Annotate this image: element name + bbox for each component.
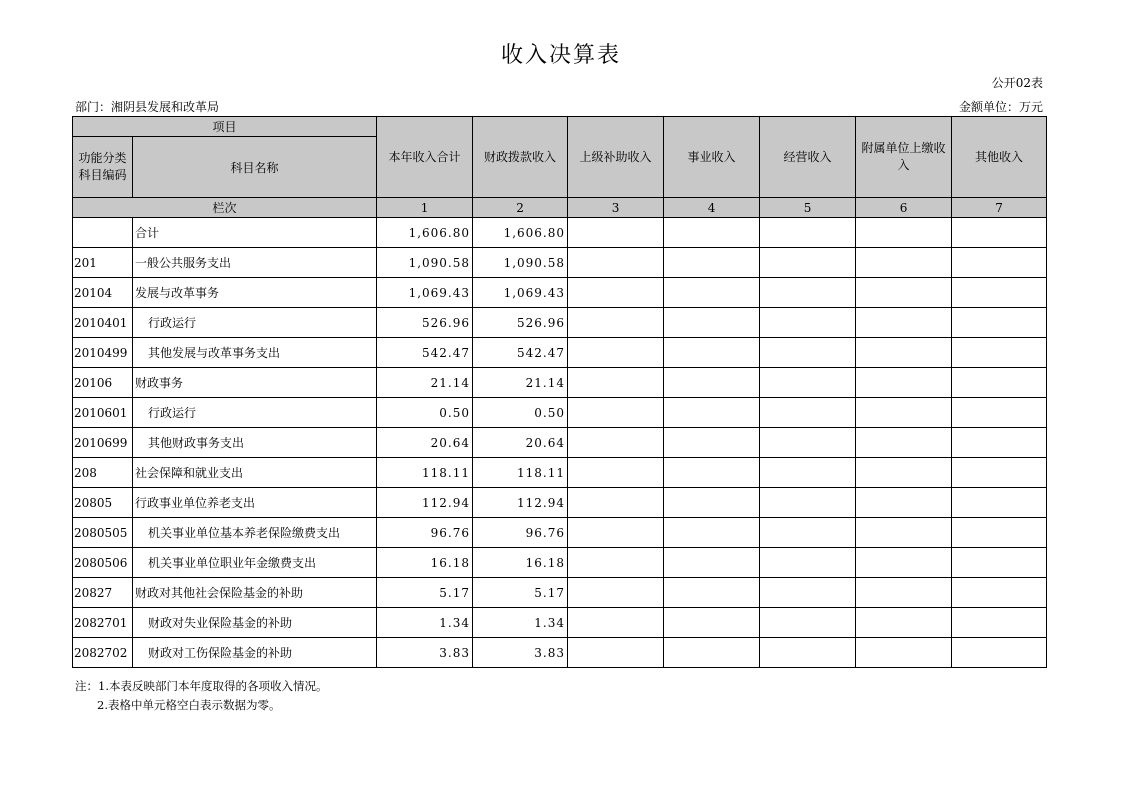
row-total: 1,090.58 (377, 248, 473, 278)
amount-unit-label: 金额单位：万元 (958, 100, 1043, 114)
row-superior (568, 218, 664, 248)
row-total: 3.83 (377, 638, 473, 668)
row-fiscal: 1,069.43 (473, 278, 568, 308)
row-business (664, 548, 760, 578)
row-operating (760, 278, 856, 308)
header-project: 项目 (73, 117, 377, 137)
row-business (664, 308, 760, 338)
row-code: 201 (73, 248, 133, 278)
row-operating (760, 248, 856, 278)
row-affiliated (856, 368, 952, 398)
col-number: 3 (568, 198, 664, 218)
row-other (952, 428, 1047, 458)
row-other (952, 338, 1047, 368)
table-row (73, 338, 1047, 368)
row-name: 发展与改革事务 (133, 278, 377, 308)
row-affiliated (856, 578, 952, 608)
row-superior (568, 338, 664, 368)
row-superior (568, 548, 664, 578)
header-col-total: 本年收入合计 (377, 117, 473, 198)
row-fiscal: 16.18 (473, 548, 568, 578)
row-operating (760, 398, 856, 428)
row-affiliated (856, 638, 952, 668)
table-row (73, 428, 1047, 458)
table-row (73, 518, 1047, 548)
row-operating (760, 488, 856, 518)
notes (75, 677, 327, 715)
row-total: 96.76 (377, 518, 473, 548)
table-row (73, 638, 1047, 668)
row-fiscal: 542.47 (473, 338, 568, 368)
row-code: 2010499 (73, 338, 133, 368)
row-superior (568, 398, 664, 428)
row-other (952, 278, 1047, 308)
form-number: 公开02表 (991, 76, 1043, 90)
row-operating (760, 338, 856, 368)
row-other (952, 608, 1047, 638)
row-operating (760, 518, 856, 548)
row-code: 20104 (73, 278, 133, 308)
row-superior (568, 308, 664, 338)
table-row (73, 218, 1047, 248)
row-superior (568, 518, 664, 548)
row-superior (568, 638, 664, 668)
row-fiscal: 112.94 (473, 488, 568, 518)
row-superior (568, 248, 664, 278)
row-total: 112.94 (377, 488, 473, 518)
row-business (664, 488, 760, 518)
table-row (73, 548, 1047, 578)
table-row (73, 308, 1047, 338)
col-number: 6 (856, 198, 952, 218)
row-affiliated (856, 338, 952, 368)
row-total: 542.47 (377, 338, 473, 368)
page-title: 收入决算表 (500, 43, 621, 68)
row-name: 其他发展与改革事务支出 (133, 338, 377, 368)
row-fiscal: 96.76 (473, 518, 568, 548)
row-name: 财政对工伤保险基金的补助 (133, 638, 377, 668)
row-fiscal: 5.17 (473, 578, 568, 608)
row-superior (568, 608, 664, 638)
row-code: 2082702 (73, 638, 133, 668)
row-other (952, 488, 1047, 518)
note-1: 注：1.本表反映部门本年度取得的各项收入情况。 (75, 679, 328, 693)
row-fiscal: 3.83 (473, 638, 568, 668)
row-superior (568, 488, 664, 518)
row-superior (568, 368, 664, 398)
row-business (664, 608, 760, 638)
row-other (952, 638, 1047, 668)
row-other (952, 458, 1047, 488)
row-other (952, 578, 1047, 608)
header-subject-name: 科目名称 (133, 137, 377, 198)
row-fiscal: 526.96 (473, 308, 568, 338)
row-code: 2080505 (73, 518, 133, 548)
row-business (664, 428, 760, 458)
table-row (73, 578, 1047, 608)
row-affiliated (856, 218, 952, 248)
row-business (664, 278, 760, 308)
row-name: 行政事业单位养老支出 (133, 488, 377, 518)
row-code: 2010401 (73, 308, 133, 338)
table-row (73, 278, 1047, 308)
row-superior (568, 428, 664, 458)
row-operating (760, 308, 856, 338)
row-name: 一般公共服务支出 (133, 248, 377, 278)
row-code: 208 (73, 458, 133, 488)
row-business (664, 518, 760, 548)
header-col-other: 其他收入 (952, 117, 1047, 198)
row-total: 20.64 (377, 428, 473, 458)
row-other (952, 368, 1047, 398)
header-col-superior: 上级补助收入 (568, 117, 664, 198)
income-table (72, 116, 1047, 668)
row-business (664, 338, 760, 368)
row-other (952, 398, 1047, 428)
header-col-operating: 经营收入 (760, 117, 856, 198)
row-superior (568, 278, 664, 308)
row-other (952, 218, 1047, 248)
row-affiliated (856, 248, 952, 278)
row-code: 2010601 (73, 398, 133, 428)
row-fiscal: 0.50 (473, 398, 568, 428)
row-total: 21.14 (377, 368, 473, 398)
row-code: 2080506 (73, 548, 133, 578)
row-affiliated (856, 488, 952, 518)
header-col-fiscal: 财政拨款收入 (473, 117, 568, 198)
row-total: 1.34 (377, 608, 473, 638)
row-total: 118.11 (377, 458, 473, 488)
row-affiliated (856, 548, 952, 578)
row-total: 16.18 (377, 548, 473, 578)
row-fiscal: 21.14 (473, 368, 568, 398)
row-affiliated (856, 458, 952, 488)
row-total: 0.50 (377, 398, 473, 428)
row-name: 财政对其他社会保险基金的补助 (133, 578, 377, 608)
row-business (664, 578, 760, 608)
row-name: 行政运行 (133, 398, 377, 428)
header-col-affiliated: 附属单位上缴收入 (856, 117, 952, 198)
col-number: 7 (952, 198, 1047, 218)
row-code: 2082701 (73, 608, 133, 638)
row-operating (760, 578, 856, 608)
row-total: 1,069.43 (377, 278, 473, 308)
row-affiliated (856, 308, 952, 338)
row-operating (760, 428, 856, 458)
row-business (664, 638, 760, 668)
row-name: 机关事业单位职业年金缴费支出 (133, 548, 377, 578)
row-business (664, 218, 760, 248)
row-affiliated (856, 428, 952, 458)
row-superior (568, 458, 664, 488)
row-superior (568, 578, 664, 608)
row-name: 社会保障和就业支出 (133, 458, 377, 488)
row-operating (760, 548, 856, 578)
row-total: 5.17 (377, 578, 473, 608)
row-total: 1,606.80 (377, 218, 473, 248)
row-fiscal: 20.64 (473, 428, 568, 458)
row-business (664, 368, 760, 398)
row-fiscal: 1,606.80 (473, 218, 568, 248)
row-affiliated (856, 398, 952, 428)
table-row (73, 458, 1047, 488)
row-other (952, 518, 1047, 548)
row-affiliated (856, 518, 952, 548)
row-operating (760, 458, 856, 488)
row-business (664, 248, 760, 278)
table-row (73, 248, 1047, 278)
row-other (952, 248, 1047, 278)
table-row (73, 398, 1047, 428)
row-code: 20827 (73, 578, 133, 608)
col-number: 1 (377, 198, 473, 218)
row-code: 20106 (73, 368, 133, 398)
header-func-code: 功能分类科目编码 (73, 137, 133, 198)
row-operating (760, 218, 856, 248)
table-row (73, 368, 1047, 398)
row-fiscal: 118.11 (473, 458, 568, 488)
row-operating (760, 608, 856, 638)
row-affiliated (856, 608, 952, 638)
row-code: 2010699 (73, 428, 133, 458)
row-name: 财政事务 (133, 368, 377, 398)
row-name: 机关事业单位基本养老保险缴费支出 (133, 518, 377, 548)
col-number: 5 (760, 198, 856, 218)
col-number: 4 (664, 198, 760, 218)
row-name: 其他财政事务支出 (133, 428, 377, 458)
row-fiscal: 1,090.58 (473, 248, 568, 278)
header-col-index: 栏次 (73, 198, 377, 218)
row-name: 行政运行 (133, 308, 377, 338)
row-code (73, 218, 133, 248)
note-2: 2.表格中单元格空白表示数据为零。 (97, 698, 281, 712)
row-operating (760, 638, 856, 668)
row-operating (760, 368, 856, 398)
row-name: 财政对失业保险基金的补助 (133, 608, 377, 638)
row-total: 526.96 (377, 308, 473, 338)
row-other (952, 548, 1047, 578)
row-name: 合计 (133, 218, 377, 248)
row-code: 20805 (73, 488, 133, 518)
table-row (73, 488, 1047, 518)
col-number: 2 (473, 198, 568, 218)
header-col-business: 事业收入 (664, 117, 760, 198)
row-fiscal: 1.34 (473, 608, 568, 638)
row-business (664, 458, 760, 488)
table-row (73, 608, 1047, 638)
row-business (664, 398, 760, 428)
row-affiliated (856, 278, 952, 308)
department-label: 部门：湘阴县发展和改革局 (75, 100, 220, 114)
row-other (952, 308, 1047, 338)
